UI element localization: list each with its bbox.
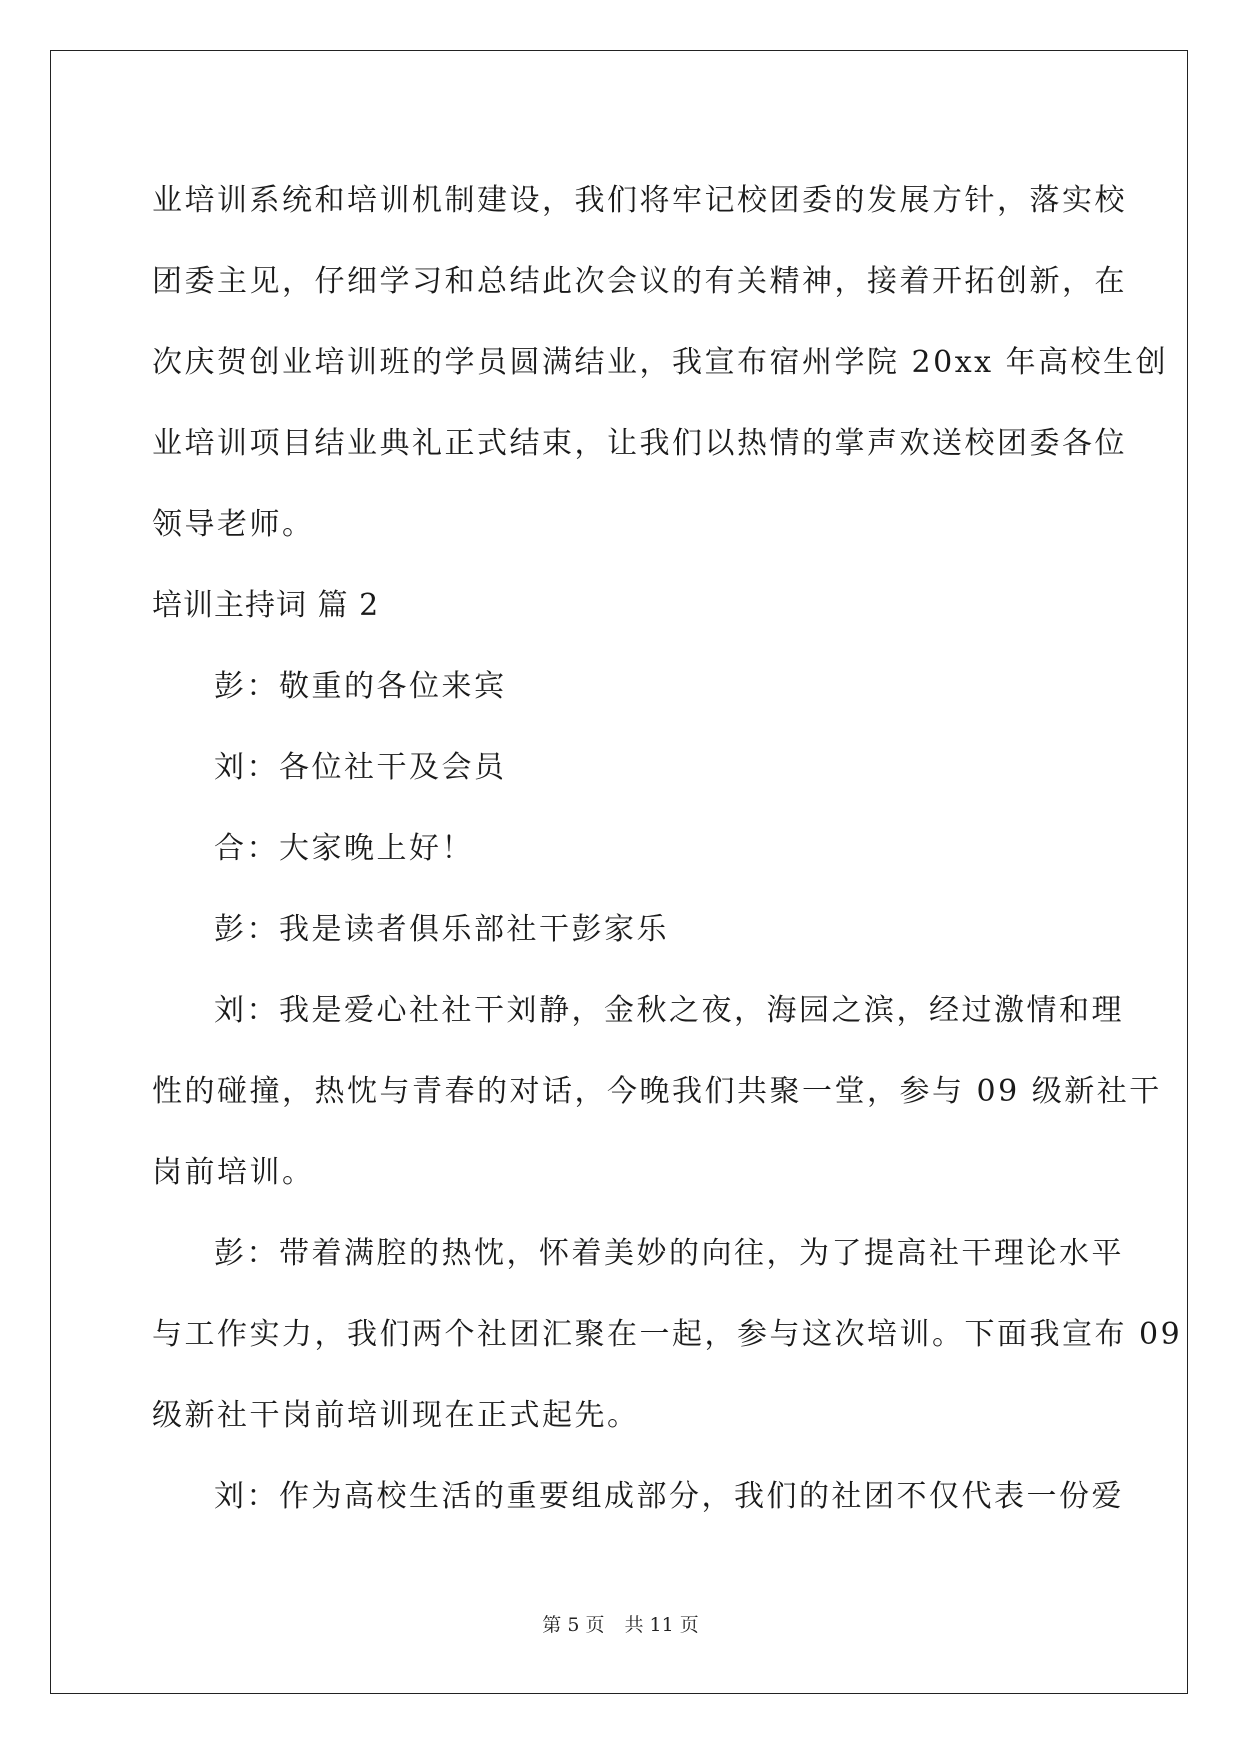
body-line: 次庆贺创业培训班的学员圆满结业，我宣布宿州学院 20xx 年高校生创 — [152, 345, 1169, 380]
body-line: 业培训项目结业典礼正式结束，让我们以热情的掌声欢送校团委各位 — [152, 426, 1127, 461]
dialogue-line: 彭：我是读者俱乐部社干彭家乐 — [214, 912, 669, 947]
dialogue-line: 合：大家晚上好！ — [214, 831, 474, 866]
dialogue-line: 彭：带着满腔的热忱，怀着美妙的向往，为了提高社干理论水平 — [214, 1236, 1124, 1271]
body-line: 团委主见，仔细学习和总结此次会议的有关精神，接着开拓创新，在 — [152, 264, 1127, 299]
dialogue-line: 刘：各位社干及会员 — [214, 750, 507, 785]
body-line: 领导老师。 — [152, 507, 315, 542]
dialogue-continuation-line: 级新社干岗前培训现在正式起先。 — [152, 1398, 640, 1433]
dialogue-line: 彭：敬重的各位来宾 — [214, 669, 507, 704]
document-body — [152, 160, 1183, 1537]
body-line: 业培训系统和培训机制建设，我们将牢记校团委的发展方针，落实校 — [152, 183, 1127, 218]
dialogue-continuation-line: 性的碰撞，热忱与青春的对话，今晚我们共聚一堂，参与 09 级新社干 — [152, 1074, 1162, 1109]
section-heading: 培训主持词 篇 2 — [152, 588, 380, 623]
dialogue-continuation-line: 与工作实力，我们两个社团汇聚在一起，参与这次培训。下面我宣布 09 — [152, 1317, 1183, 1352]
dialogue-continuation-line: 岗前培训。 — [152, 1155, 315, 1190]
page-number: 第 5 页 — [542, 1614, 605, 1636]
dialogue-line: 刘：作为高校生活的重要组成部分，我们的社团不仅代表一份爱 — [214, 1479, 1124, 1514]
page-total: 共 11 页 — [624, 1614, 699, 1636]
page-footer — [0, 1610, 1241, 1637]
dialogue-line: 刘：我是爱心社社干刘静，金秋之夜，海园之滨，经过激情和理 — [214, 993, 1124, 1028]
